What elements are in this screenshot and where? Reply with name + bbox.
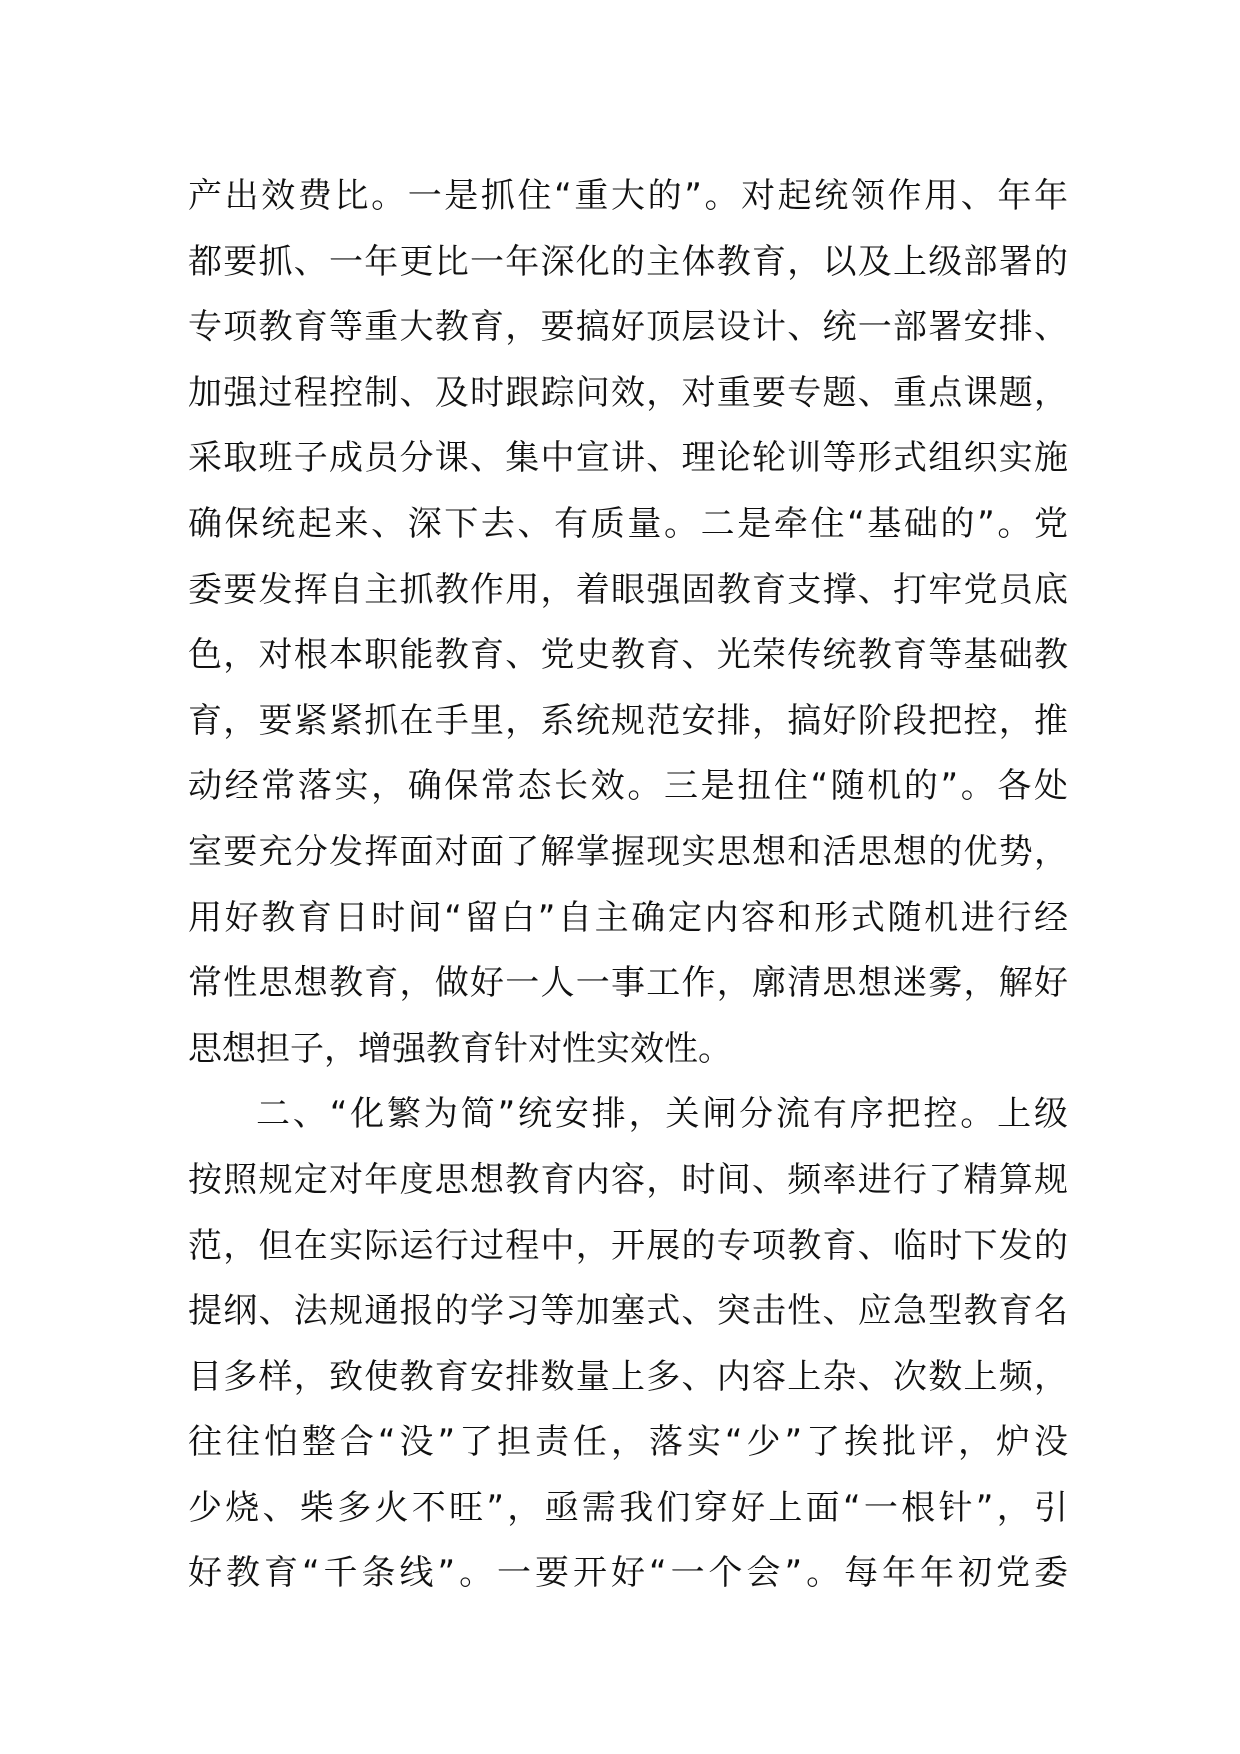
- text-line: 动经常落实，确保常态长效。三是扭住“随机的”。各处: [188, 766, 1068, 807]
- text-line: 室要充分发挥面对面了解掌握现实思想和活思想的优势，: [188, 831, 1068, 872]
- text-line: 委要发挥自主抓教作用，着眼强固教育支撑、打牢党员底: [188, 569, 1068, 610]
- text-line: 提纲、法规通报的学习等加塞式、突击性、应急型教育名: [188, 1291, 1068, 1332]
- text-line: 都要抓、一年更比一年深化的主体教育，以及上级部署的: [188, 241, 1068, 282]
- text-line: 色，对根本职能教育、党史教育、光荣传统教育等基础教: [188, 635, 1068, 676]
- text-line: 往往怕整合“没”了担责任，落实“少”了挨批评，炉没: [188, 1422, 1068, 1463]
- text-line: 育，要紧紧抓在手里，系统规范安排，搞好阶段把控，推: [188, 700, 1068, 741]
- text-line: 思想担子，增强教育针对性实效性。: [188, 1028, 732, 1069]
- text-line: 少烧、柴多火不旺”，亟需我们穿好上面“一根针”，引: [188, 1487, 1068, 1528]
- text-line: 确保统起来、深下去、有质量。二是牵住“基础的”。党: [188, 503, 1068, 544]
- text-line: 加强过程控制、及时跟踪问效，对重要专题、重点课题，: [188, 372, 1068, 413]
- text-line: 目多样，致使教育安排数量上多、内容上杂、次数上频，: [188, 1356, 1068, 1397]
- text-line: 范，但在实际运行过程中，开展的专项教育、临时下发的: [188, 1225, 1068, 1266]
- text-line: 常性思想教育，做好一人一事工作，廓清思想迷雾，解好: [188, 963, 1068, 1004]
- text-line: 用好教育日时间“留白”自主确定内容和形式随机进行经: [188, 897, 1068, 938]
- text-line: 好教育“千条线”。一要开好“一个会”。每年年初党委: [188, 1553, 1068, 1594]
- body-text: [188, 164, 1068, 1607]
- text-line: 采取班子成员分课、集中宣讲、理论轮训等形式组织实施: [188, 438, 1068, 479]
- text-line: 产出效费比。一是抓住“重大的”。对起统领作用、年年: [188, 176, 1068, 216]
- text-line: 专项教育等重大教育，要搞好顶层设计、统一部署安排、: [188, 307, 1068, 348]
- text-line: 按照规定对年度思想教育内容，时间、频率进行了精算规: [188, 1159, 1068, 1200]
- section-heading-line: 二、“化繁为简”统安排，关闸分流有序把控。上级: [256, 1094, 1068, 1135]
